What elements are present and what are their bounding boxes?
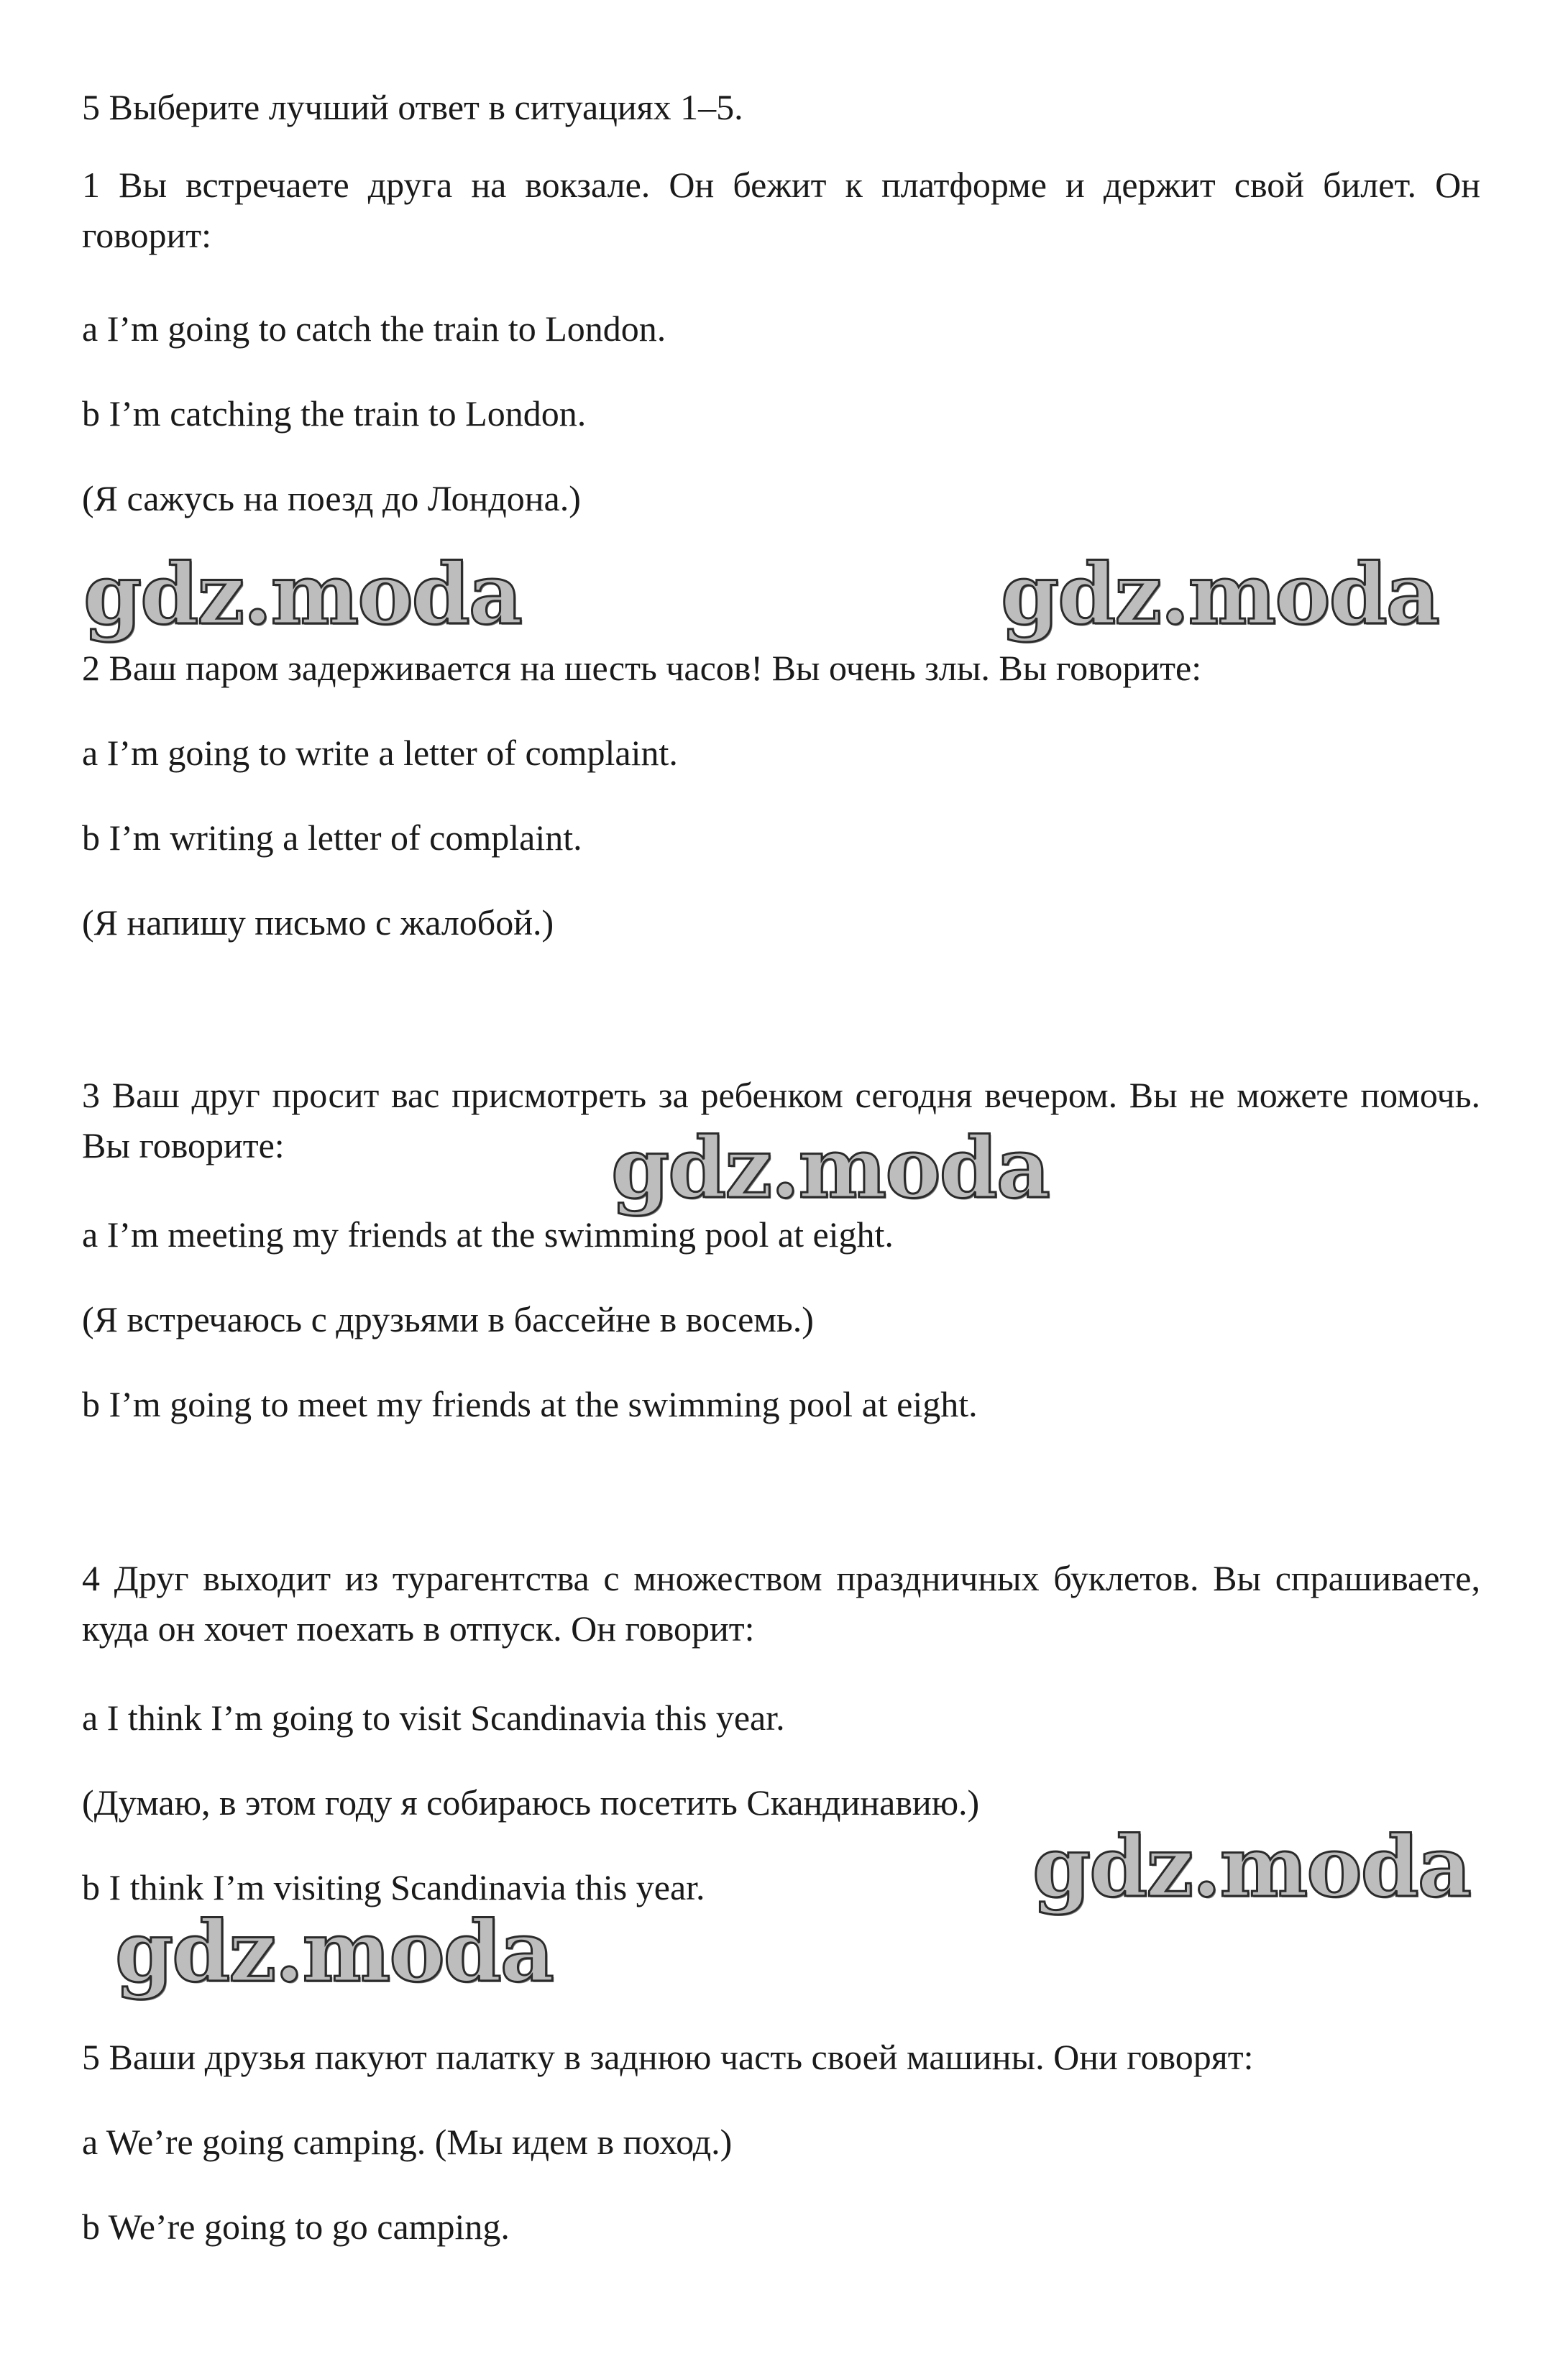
watermark-logo: gdz.moda xyxy=(1032,1818,1470,1916)
situation-1-option-a: a I’m going to catch the train to London. xyxy=(82,308,666,349)
situation-1-prompt: 1 Вы встречаете друга на вокзале. Он бежит к платформе и держит свой билет. Он говорит: xyxy=(82,165,1480,255)
situation-3-translation: (Я встречаюсь с друзьями в бассейне в восемь.) xyxy=(82,1299,814,1339)
watermark-logo: gdz.moda xyxy=(115,1903,553,2001)
situation-5-option-b: b We’re going to go camping. xyxy=(82,2207,510,2247)
situation-4-translation: (Думаю, в этом году я собираюсь посетить Скандинавию.) xyxy=(82,1782,980,1823)
situation-3-prompt: 3 Ваш друг просит вас присмотреть за ребенком сегодня вечером. Вы не можете помочь. Вы говорите: xyxy=(82,1075,1480,1165)
situation-2-option-a: a I’m going to write a letter of complaint. xyxy=(82,733,678,773)
situation-1-translation: (Я сажусь на поезд до Лондона.) xyxy=(82,478,581,518)
situation-2-prompt: 2 Ваш паром задерживается на шесть часов! Вы очень злы. Вы говорите: xyxy=(82,648,1202,688)
situation-5-prompt: 5 Ваши друзья пакуют палатку в заднюю часть своей машины. Они говорят: xyxy=(82,2037,1254,2077)
watermark-logo: gdz.moda xyxy=(83,546,521,643)
watermark-logo: gdz.moda xyxy=(1001,546,1439,643)
situation-2-option-b: b I’m writing a letter of complaint. xyxy=(82,817,582,858)
situation-4-prompt: 4 Друг выходит из турагентства с множеством праздничных буклетов. Вы спрашиваете, куда он хочет поехать в отпуск. Он говорит: xyxy=(82,1558,1480,1649)
situation-3-option-a: a I’m meeting my friends at the swimming pool at eight. xyxy=(82,1214,894,1255)
situation-2-translation: (Я напишу письмо с жалобой.) xyxy=(82,902,554,943)
situation-4-option-b: b I think I’m visiting Scandinavia this year. xyxy=(82,1867,705,1907)
situation-4-option-a: a I think I’m going to visit Scandinavia this year. xyxy=(82,1698,785,1738)
situation-3-option-b: b I’m going to meet my friends at the swimming pool at eight. xyxy=(82,1384,978,1424)
situation-1-option-b: b I’m catching the train to London. xyxy=(82,393,587,434)
situation-5-option-a: a We’re going camping. (Мы идем в поход.) xyxy=(82,2122,733,2162)
task-title: 5 Выберите лучший ответ в ситуациях 1–5. xyxy=(82,87,743,127)
watermark-logo: gdz.moda xyxy=(611,1119,1049,1217)
